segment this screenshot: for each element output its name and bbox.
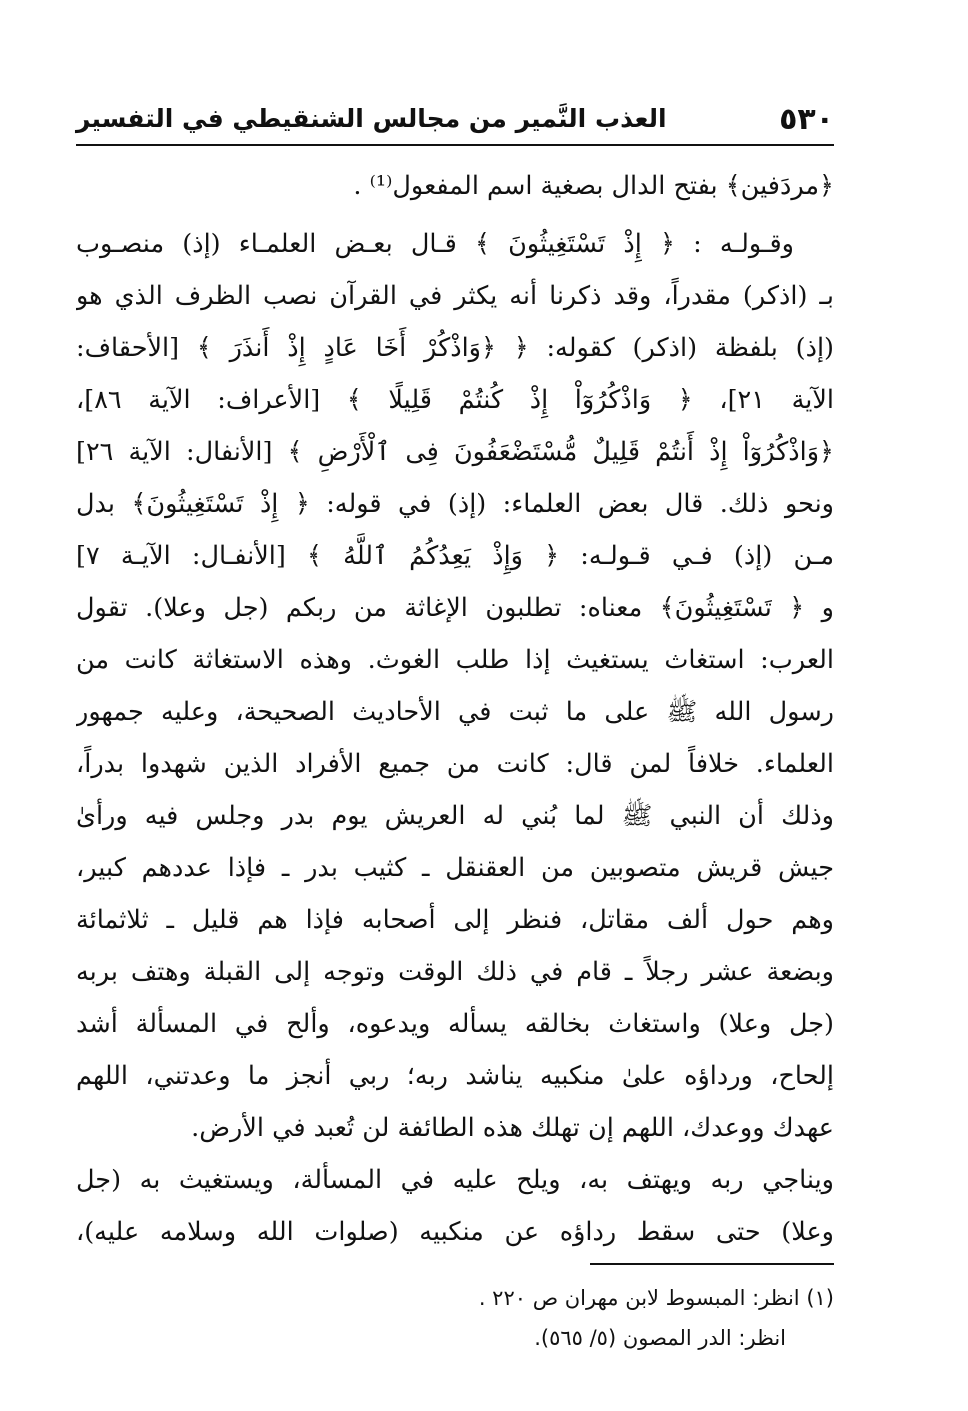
text-line: وقـولـه : ﴿ إِذْ تَسْتَغِيثُونَ ﴾ قـال بعـض العلمـاء (إذ) منصـوب [76,229,794,259]
text-line: ﴿وَاذْكُرُوٓاْ إِذْ أَنتُمْ قَلِيلٌ مُّسْتَضْعَفُونَ فِى ٱلْأَرْضِ ﴾ [الأنفال: الآية ٢٦] [76,437,834,467]
text-line: جيش قريش متصوبين من العقنقل ـ كثيب بدر ـ فإذا عددهم كبير، [76,853,834,883]
text-line: عهدك ووعدك، اللهم إن تهلك هذه الطائفة لن تُعبد في الأرض. [191,1113,834,1143]
text-line: العرب: استغاث يستغيث إذا طلب الغوث. وهذه الاستغاثة كانت من [76,645,834,675]
text-line: إلحاح، ورداؤه علىٰ منكبيه يناشد ربه؛ ربي أنجز ما وعدتني، اللهم [76,1061,834,1091]
text-line: (جل وعلا) واستغاث بخالقه يسأله ويدعوه، وألح في المسألة أشد [76,1009,834,1039]
page-header [76,100,834,146]
text-line: وبضعة عشر رجلاً ـ قام في ذلك الوقت وتوجه إلى القبلة وهتف بربه [76,957,834,987]
text-line: ويناجي ربه ويهتف به، ويلح عليه في المسألة، ويستغيث به (جل [76,1165,834,1195]
text-line: و ﴿ تَسْتَغِيثُونَ﴾ معناه: تطلبون الإغاثة من ربكم (جل وعلا). تقول [76,593,834,623]
footnote-1-continued: انظر: الدر المصون (٥/ ٥٦٥). [534,1326,786,1350]
footnote-separator [590,1263,834,1265]
running-title: العذب النَّمير من مجالس الشنقيطي في التفسير [76,104,667,133]
text-line: بـ (اذكر) مقدراً، وقد ذكرنا أنه يكثر في القرآن نصب الظرف الذي هو [76,281,834,311]
footnote-1: (١) انظر: المبسوط لابن مهران ص ٢٢٠ . [478,1286,834,1310]
text-line: ﴿مردَفين﴾ بفتح الدال بصغية اسم المفعول⁽¹⁾ . [353,171,834,201]
text-line: الآية ٢١]، ﴿ وَاذْكُرُوٓاْ إِذْ كُنتُمْ قَلِيلًا ﴾ [الأعراف: الآية ٨٦]، [76,385,834,415]
body-text [76,160,834,1258]
footnotes [200,1278,834,1358]
text-line: رسول الله ﷺ على ما ثبت في الأحاديث الصحيحة، وعليه جمهور [76,697,834,727]
text-line: العلماء. خلافاً لمن قال: كانت من جميع الأفراد الذين شهدوا بدراً، [76,749,834,779]
text-line: مـن (إذ) فـي قـولـه: ﴿ وَإِذْ يَعِدُكُمُ ٱللَّهُ ﴾ [الأنفـال: الآيـة ٧] [76,541,834,571]
text-line: وعلا) حتى سقط رداؤه عن منكبيه (صلوات الله وسلامه عليه)، [76,1217,834,1247]
text-line: وهم حول ألف مقاتل، فنظر إلى أصحابه فإذا هم قليل ـ ثلاثمائة [76,905,834,935]
text-line: وذلك أن النبي ﷺ لما بُني له العريش يوم بدر وجلس فيه ورأىٰ [76,801,834,831]
text-line: ونحو ذلك. قال بعض العلماء: (إذ) في قوله: ﴿ إِذْ تَسْتَغِيثُونَ﴾ بدل [76,489,834,519]
text-line: (إذ) بلفظة (اذكر) كقوله: ﴿ ﴿وَاذْكُرْ أَخَا عَادٍ إِذْ أَنذَرَ ﴾ [الأحقاف: [76,333,834,363]
page-number: ٥٣٠ [779,102,834,137]
